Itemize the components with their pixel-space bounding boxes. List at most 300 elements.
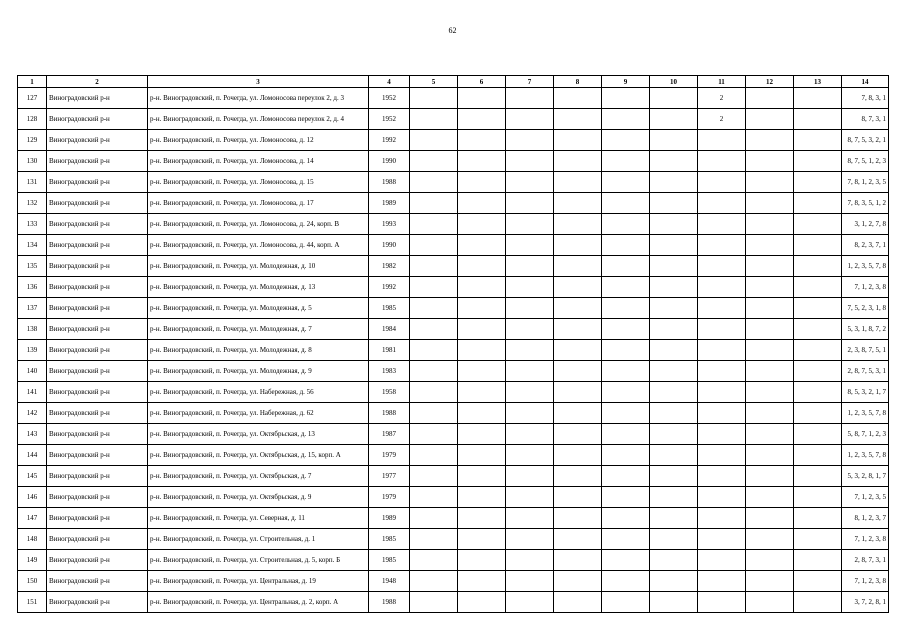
col14-cell: 2, 3, 8, 7, 5, 1 (842, 340, 889, 361)
address-cell: р-н. Виноградовский, п. Рочегда, ул. Молодежная, д. 7 (148, 319, 369, 340)
empty-cell (554, 571, 602, 592)
column-header-13: 13 (794, 76, 842, 88)
district-cell: Виноградовский р-н (47, 403, 148, 424)
empty-cell (602, 298, 650, 319)
empty-cell (554, 298, 602, 319)
year-cell: 1984 (369, 319, 410, 340)
empty-cell (650, 466, 698, 487)
empty-cell (602, 571, 650, 592)
table-row (18, 550, 889, 571)
district-cell: Виноградовский р-н (47, 88, 148, 109)
table-row (18, 151, 889, 172)
district-cell: Виноградовский р-н (47, 235, 148, 256)
table-body (18, 88, 889, 613)
empty-cell (554, 319, 602, 340)
address-cell: р-н. Виноградовский, п. Рочегда, ул. Октябрьская, д. 13 (148, 424, 369, 445)
empty-cell (602, 382, 650, 403)
table-row (18, 592, 889, 613)
col11-cell (698, 256, 746, 277)
empty-cell (746, 424, 794, 445)
empty-cell (410, 172, 458, 193)
empty-cell (602, 508, 650, 529)
empty-cell (458, 424, 506, 445)
year-cell: 1977 (369, 466, 410, 487)
row-number: 141 (18, 382, 47, 403)
empty-cell (650, 445, 698, 466)
address-cell: р-н. Виноградовский, п. Рочегда, ул. Молодежная, д. 13 (148, 277, 369, 298)
empty-cell (650, 235, 698, 256)
empty-cell (602, 550, 650, 571)
row-number: 150 (18, 571, 47, 592)
district-cell: Виноградовский р-н (47, 319, 148, 340)
district-cell: Виноградовский р-н (47, 550, 148, 571)
table-row (18, 487, 889, 508)
row-number: 128 (18, 109, 47, 130)
empty-cell (602, 214, 650, 235)
year-cell: 1988 (369, 592, 410, 613)
column-header-8: 8 (554, 76, 602, 88)
address-cell: р-н. Виноградовский, п. Рочегда, ул. Октябрьская, д. 15, корп. А (148, 445, 369, 466)
empty-cell (602, 235, 650, 256)
year-cell: 1990 (369, 151, 410, 172)
row-number: 146 (18, 487, 47, 508)
address-cell: р-н. Виноградовский, п. Рочегда, ул. Молодежная, д. 10 (148, 256, 369, 277)
empty-cell (794, 256, 842, 277)
row-number: 147 (18, 508, 47, 529)
row-number: 143 (18, 424, 47, 445)
address-cell: р-н. Виноградовский, п. Рочегда, ул. Октябрьская, д. 9 (148, 487, 369, 508)
table-row (18, 277, 889, 298)
empty-cell (506, 130, 554, 151)
empty-cell (458, 508, 506, 529)
empty-cell (458, 319, 506, 340)
empty-cell (602, 256, 650, 277)
empty-cell (458, 235, 506, 256)
empty-cell (650, 193, 698, 214)
empty-cell (794, 172, 842, 193)
district-cell: Виноградовский р-н (47, 466, 148, 487)
year-cell: 1989 (369, 193, 410, 214)
empty-cell (746, 403, 794, 424)
col14-cell: 3, 7, 2, 8, 1 (842, 592, 889, 613)
year-cell: 1952 (369, 88, 410, 109)
empty-cell (410, 508, 458, 529)
col11-cell (698, 403, 746, 424)
col14-cell: 8, 1, 2, 3, 7 (842, 508, 889, 529)
table-row (18, 382, 889, 403)
empty-cell (650, 403, 698, 424)
address-cell: р-н. Виноградовский, п. Рочегда, ул. Ломоносова, д. 12 (148, 130, 369, 151)
empty-cell (410, 298, 458, 319)
address-cell: р-н. Виноградовский, п. Рочегда, ул. Молодежная, д. 8 (148, 340, 369, 361)
empty-cell (554, 130, 602, 151)
empty-cell (554, 508, 602, 529)
row-number: 130 (18, 151, 47, 172)
empty-cell (506, 361, 554, 382)
empty-cell (794, 151, 842, 172)
col14-cell: 7, 8, 3, 5, 1, 2 (842, 193, 889, 214)
empty-cell (794, 340, 842, 361)
year-cell: 1989 (369, 508, 410, 529)
column-header-5: 5 (410, 76, 458, 88)
district-cell: Виноградовский р-н (47, 382, 148, 403)
empty-cell (650, 592, 698, 613)
district-cell: Виноградовский р-н (47, 172, 148, 193)
year-cell: 1985 (369, 550, 410, 571)
col14-cell: 5, 3, 1, 8, 7, 2 (842, 319, 889, 340)
table-row (18, 88, 889, 109)
empty-cell (506, 382, 554, 403)
empty-cell (506, 172, 554, 193)
district-cell: Виноградовский р-н (47, 256, 148, 277)
empty-cell (410, 382, 458, 403)
row-number: 131 (18, 172, 47, 193)
empty-cell (650, 277, 698, 298)
empty-cell (794, 424, 842, 445)
empty-cell (506, 193, 554, 214)
empty-cell (794, 277, 842, 298)
address-cell: р-н. Виноградовский, п. Рочегда, ул. Строительная, д. 5, корп. Б (148, 550, 369, 571)
col11-cell (698, 529, 746, 550)
empty-cell (506, 529, 554, 550)
empty-cell (746, 508, 794, 529)
empty-cell (602, 88, 650, 109)
col11-cell (698, 424, 746, 445)
col14-cell: 7, 1, 2, 3, 8 (842, 529, 889, 550)
col11-cell (698, 382, 746, 403)
district-cell: Виноградовский р-н (47, 529, 148, 550)
column-header-7: 7 (506, 76, 554, 88)
col11-cell (698, 445, 746, 466)
empty-cell (458, 340, 506, 361)
empty-cell (554, 361, 602, 382)
row-number: 132 (18, 193, 47, 214)
empty-cell (506, 445, 554, 466)
address-cell: р-н. Виноградовский, п. Рочегда, ул. Октябрьская, д. 7 (148, 466, 369, 487)
address-cell: р-н. Виноградовский, п. Рочегда, ул. Центральная, д. 2, корп. А (148, 592, 369, 613)
table-row (18, 214, 889, 235)
district-cell: Виноградовский р-н (47, 109, 148, 130)
table-row (18, 424, 889, 445)
table-row (18, 571, 889, 592)
district-cell: Виноградовский р-н (47, 214, 148, 235)
district-cell: Виноградовский р-н (47, 130, 148, 151)
district-cell: Виноградовский р-н (47, 424, 148, 445)
data-table (17, 75, 889, 613)
empty-cell (458, 256, 506, 277)
district-cell: Виноградовский р-н (47, 193, 148, 214)
empty-cell (746, 151, 794, 172)
empty-cell (794, 550, 842, 571)
table-row (18, 256, 889, 277)
empty-cell (458, 214, 506, 235)
year-cell: 1979 (369, 487, 410, 508)
year-cell: 1952 (369, 109, 410, 130)
row-number: 137 (18, 298, 47, 319)
col14-cell: 3, 1, 2, 7, 8 (842, 214, 889, 235)
year-cell: 1992 (369, 130, 410, 151)
empty-cell (458, 151, 506, 172)
empty-cell (746, 298, 794, 319)
empty-cell (410, 256, 458, 277)
address-cell: р-н. Виноградовский, п. Рочегда, ул. Ломоносова, д. 24, корп. В (148, 214, 369, 235)
empty-cell (794, 361, 842, 382)
empty-cell (602, 151, 650, 172)
col11-cell (698, 550, 746, 571)
empty-cell (458, 466, 506, 487)
district-cell: Виноградовский р-н (47, 592, 148, 613)
empty-cell (410, 340, 458, 361)
empty-cell (746, 571, 794, 592)
col11-cell (698, 571, 746, 592)
empty-cell (506, 214, 554, 235)
empty-cell (794, 298, 842, 319)
empty-cell (506, 466, 554, 487)
col14-cell: 8, 7, 5, 1, 2, 3 (842, 151, 889, 172)
table-row (18, 403, 889, 424)
year-cell: 1993 (369, 214, 410, 235)
col11-cell: 2 (698, 109, 746, 130)
empty-cell (458, 193, 506, 214)
year-cell: 1958 (369, 382, 410, 403)
empty-cell (650, 109, 698, 130)
year-cell: 1979 (369, 445, 410, 466)
empty-cell (794, 88, 842, 109)
empty-cell (554, 340, 602, 361)
empty-cell (458, 130, 506, 151)
empty-cell (458, 172, 506, 193)
empty-cell (506, 109, 554, 130)
empty-cell (794, 508, 842, 529)
year-cell: 1981 (369, 340, 410, 361)
empty-cell (410, 445, 458, 466)
empty-cell (458, 592, 506, 613)
empty-cell (458, 445, 506, 466)
address-cell: р-н. Виноградовский, п. Рочегда, ул. Ломоносова переулок 2, д. 3 (148, 88, 369, 109)
district-cell: Виноградовский р-н (47, 571, 148, 592)
empty-cell (650, 256, 698, 277)
row-number: 134 (18, 235, 47, 256)
col11-cell (698, 466, 746, 487)
empty-cell (602, 445, 650, 466)
empty-cell (410, 424, 458, 445)
empty-cell (602, 361, 650, 382)
col11-cell (698, 487, 746, 508)
col14-cell: 7, 1, 2, 3, 5 (842, 487, 889, 508)
empty-cell (650, 130, 698, 151)
empty-cell (746, 466, 794, 487)
col14-cell: 7, 1, 2, 3, 8 (842, 571, 889, 592)
empty-cell (746, 361, 794, 382)
year-cell: 1985 (369, 529, 410, 550)
empty-cell (410, 571, 458, 592)
empty-cell (650, 88, 698, 109)
empty-cell (650, 151, 698, 172)
empty-cell (794, 487, 842, 508)
column-header-9: 9 (602, 76, 650, 88)
col11-cell (698, 592, 746, 613)
district-cell: Виноградовский р-н (47, 508, 148, 529)
empty-cell (602, 466, 650, 487)
address-cell: р-н. Виноградовский, п. Рочегда, ул. Ломоносова переулок 2, д. 4 (148, 109, 369, 130)
empty-cell (506, 298, 554, 319)
table-row (18, 235, 889, 256)
empty-cell (650, 382, 698, 403)
col14-cell: 7, 1, 2, 3, 8 (842, 277, 889, 298)
empty-cell (650, 508, 698, 529)
empty-cell (746, 445, 794, 466)
empty-cell (794, 466, 842, 487)
empty-cell (458, 571, 506, 592)
empty-cell (746, 382, 794, 403)
empty-cell (458, 277, 506, 298)
empty-cell (794, 214, 842, 235)
district-cell: Виноградовский р-н (47, 487, 148, 508)
empty-cell (554, 487, 602, 508)
col14-cell: 7, 5, 2, 3, 1, 8 (842, 298, 889, 319)
empty-cell (458, 88, 506, 109)
empty-cell (506, 88, 554, 109)
empty-cell (554, 445, 602, 466)
empty-cell (650, 550, 698, 571)
col14-cell: 5, 3, 2, 8, 1, 7 (842, 466, 889, 487)
empty-cell (602, 193, 650, 214)
table-row (18, 193, 889, 214)
empty-cell (650, 298, 698, 319)
col14-cell: 1, 2, 3, 5, 7, 8 (842, 445, 889, 466)
empty-cell (554, 151, 602, 172)
empty-cell (506, 424, 554, 445)
district-cell: Виноградовский р-н (47, 445, 148, 466)
empty-cell (746, 235, 794, 256)
empty-cell (602, 130, 650, 151)
table-row (18, 319, 889, 340)
header-row (18, 76, 889, 88)
table-row (18, 340, 889, 361)
col11-cell (698, 214, 746, 235)
empty-cell (602, 172, 650, 193)
district-cell: Виноградовский р-н (47, 298, 148, 319)
col14-cell: 8, 7, 3, 1 (842, 109, 889, 130)
column-header-6: 6 (458, 76, 506, 88)
row-number: 144 (18, 445, 47, 466)
empty-cell (410, 550, 458, 571)
empty-cell (794, 445, 842, 466)
col11-cell (698, 130, 746, 151)
empty-cell (458, 361, 506, 382)
empty-cell (602, 277, 650, 298)
empty-cell (554, 235, 602, 256)
year-cell: 1987 (369, 424, 410, 445)
row-number: 135 (18, 256, 47, 277)
row-number: 133 (18, 214, 47, 235)
column-header-3: 3 (148, 76, 369, 88)
district-cell: Виноградовский р-н (47, 151, 148, 172)
column-header-2: 2 (47, 76, 148, 88)
empty-cell (554, 109, 602, 130)
year-cell: 1982 (369, 256, 410, 277)
empty-cell (650, 361, 698, 382)
empty-cell (650, 571, 698, 592)
empty-cell (746, 88, 794, 109)
empty-cell (650, 319, 698, 340)
empty-cell (794, 403, 842, 424)
row-number: 151 (18, 592, 47, 613)
row-number: 127 (18, 88, 47, 109)
row-number: 148 (18, 529, 47, 550)
empty-cell (650, 424, 698, 445)
table-row (18, 298, 889, 319)
empty-cell (554, 403, 602, 424)
col11-cell (698, 319, 746, 340)
empty-cell (746, 109, 794, 130)
row-number: 139 (18, 340, 47, 361)
col11-cell (698, 508, 746, 529)
empty-cell (746, 193, 794, 214)
empty-cell (506, 508, 554, 529)
col14-cell: 8, 2, 3, 7, 1 (842, 235, 889, 256)
empty-cell (554, 214, 602, 235)
col14-cell: 7, 8, 3, 1 (842, 88, 889, 109)
empty-cell (554, 256, 602, 277)
row-number: 145 (18, 466, 47, 487)
table-row (18, 529, 889, 550)
empty-cell (650, 340, 698, 361)
column-header-4: 4 (369, 76, 410, 88)
empty-cell (410, 235, 458, 256)
address-cell: р-н. Виноградовский, п. Рочегда, ул. Ломоносова, д. 15 (148, 172, 369, 193)
empty-cell (506, 256, 554, 277)
empty-cell (746, 487, 794, 508)
empty-cell (506, 151, 554, 172)
address-cell: р-н. Виноградовский, п. Рочегда, ул. Молодежная, д. 9 (148, 361, 369, 382)
empty-cell (602, 340, 650, 361)
column-header-10: 10 (650, 76, 698, 88)
address-cell: р-н. Виноградовский, п. Рочегда, ул. Молодежная, д. 5 (148, 298, 369, 319)
empty-cell (554, 592, 602, 613)
empty-cell (794, 109, 842, 130)
empty-cell (506, 487, 554, 508)
empty-cell (410, 487, 458, 508)
table-row (18, 445, 889, 466)
empty-cell (506, 571, 554, 592)
empty-cell (746, 277, 794, 298)
year-cell: 1992 (369, 277, 410, 298)
col14-cell: 2, 8, 7, 3, 1 (842, 550, 889, 571)
empty-cell (506, 277, 554, 298)
col14-cell: 1, 2, 3, 5, 7, 8 (842, 256, 889, 277)
year-cell: 1983 (369, 361, 410, 382)
col11-cell (698, 172, 746, 193)
col11-cell (698, 340, 746, 361)
empty-cell (458, 550, 506, 571)
empty-cell (410, 361, 458, 382)
column-header-12: 12 (746, 76, 794, 88)
empty-cell (554, 550, 602, 571)
empty-cell (794, 529, 842, 550)
col11-cell (698, 193, 746, 214)
empty-cell (602, 109, 650, 130)
address-cell: р-н. Виноградовский, п. Рочегда, ул. Ломоносова, д. 44, корп. А (148, 235, 369, 256)
row-number: 138 (18, 319, 47, 340)
table-row (18, 466, 889, 487)
empty-cell (746, 130, 794, 151)
empty-cell (410, 109, 458, 130)
table-row (18, 130, 889, 151)
table-row (18, 109, 889, 130)
col14-cell: 1, 2, 3, 5, 7, 8 (842, 403, 889, 424)
table-row (18, 172, 889, 193)
